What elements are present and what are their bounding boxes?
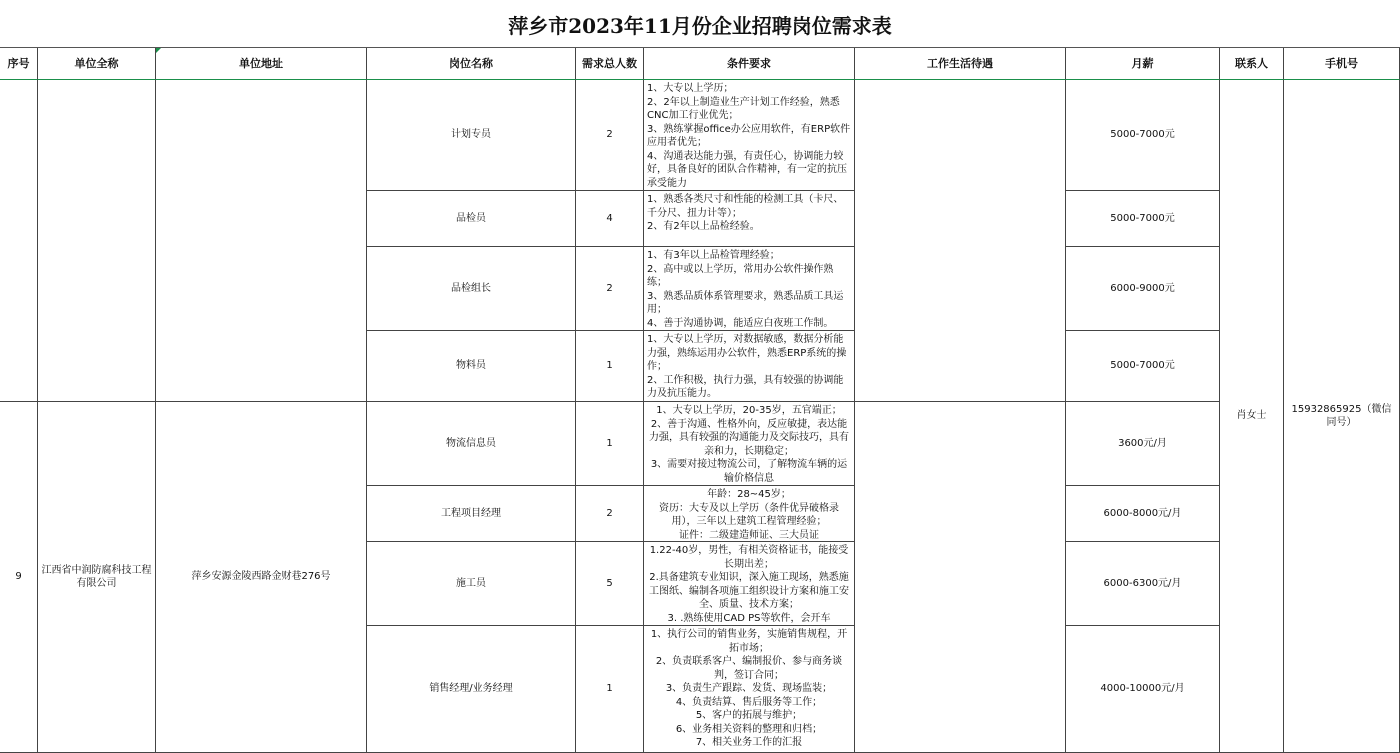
group1-company-cell[interactable] xyxy=(38,80,156,402)
row5-count-cell[interactable]: 2 xyxy=(576,486,644,542)
header-requirements[interactable]: 条件要求 xyxy=(644,48,855,80)
row2-requirements-cell[interactable]: 1、有3年以上品检管理经验； 2、高中或以上学历，常用办公软件操作熟练； 3、熟悉品质体系管理要求，熟悉品质工具运用； 4、善于沟通协调，能适应白夜班工作制。 xyxy=(644,247,855,331)
row0-position-cell[interactable]: 计划专员 xyxy=(367,80,576,191)
group1-address-cell[interactable] xyxy=(156,80,367,402)
header-address[interactable]: 单位地址 xyxy=(156,48,367,80)
row3-count-cell[interactable]: 1 xyxy=(576,331,644,402)
row1-count-cell[interactable]: 4 xyxy=(576,191,644,247)
header-count[interactable]: 需求总人数 xyxy=(576,48,644,80)
row2-count-cell[interactable]: 2 xyxy=(576,247,644,331)
row6-requirements-cell[interactable]: 1.22-40岁，男性，有相关资格证书，能接受长期出差； 2.具备建筑专业知识，深入施工现场，熟悉施工图纸、编制各项施工组织设计方案和施工安全、质量、技术方案； 3. .熟练使用CAD PS等软件，会开车 xyxy=(644,542,855,626)
header-company[interactable]: 单位全称 xyxy=(38,48,156,80)
header-contact[interactable]: 联系人 xyxy=(1220,48,1284,80)
row6-position-cell[interactable]: 施工员 xyxy=(367,542,576,626)
row0-requirements-cell[interactable]: 1、大专以上学历； 2、2年以上制造业生产计划工作经验，熟悉CNC加工行业优先； 3、熟练掌握office办公应用软件，有ERP软件应用者优先； 4、沟通表达能力强，有责任心，协调能力较好，具备良好的团队合作精神，有一定的抗压承受能力 xyxy=(644,80,855,191)
header-salary[interactable]: 月薪 xyxy=(1066,48,1220,80)
row6-count-cell[interactable]: 5 xyxy=(576,542,644,626)
row5-salary-cell[interactable]: 6000-8000元/月 xyxy=(1066,486,1220,542)
group2-seq-cell[interactable]: 9 xyxy=(0,402,38,753)
row2-position-cell[interactable]: 品检组长 xyxy=(367,247,576,331)
row1-requirements-cell[interactable]: 1、熟悉各类尺寸和性能的检测工具（卡尺、千分尺、扭力计等）； 2、有2年以上品检经验。 xyxy=(644,191,855,247)
header-seq[interactable]: 序号 xyxy=(0,48,38,80)
row1-position-cell[interactable]: 品检员 xyxy=(367,191,576,247)
row4-position-cell[interactable]: 物流信息员 xyxy=(367,402,576,486)
group2-benefits-cell[interactable] xyxy=(855,402,1066,753)
group1-seq-cell[interactable] xyxy=(0,80,38,402)
title-row xyxy=(0,0,1400,48)
row7-count-cell[interactable]: 1 xyxy=(576,626,644,753)
row3-requirements-cell[interactable]: 1、大专以上学历，对数据敏感，数据分析能力强，熟练运用办公软件，熟悉ERP系统的操作； 2、工作积极，执行力强，具有较强的协调能力及抗压能力。 xyxy=(644,331,855,402)
row0-salary-cell[interactable]: 5000-7000元 xyxy=(1066,80,1220,191)
row7-position-cell[interactable]: 销售经理/业务经理 xyxy=(367,626,576,753)
group2-address-cell[interactable]: 萍乡安源金陵西路金财巷276号 xyxy=(156,402,367,753)
header-position[interactable]: 岗位名称 xyxy=(367,48,576,80)
header-phone[interactable]: 手机号 xyxy=(1284,48,1400,80)
row3-position-cell[interactable]: 物料员 xyxy=(367,331,576,402)
row7-salary-cell[interactable]: 4000-10000元/月 xyxy=(1066,626,1220,753)
row3-salary-cell[interactable]: 5000-7000元 xyxy=(1066,331,1220,402)
phone-cell[interactable]: 15932865925（微信同号） xyxy=(1284,80,1400,753)
row4-count-cell[interactable]: 1 xyxy=(576,402,644,486)
row4-salary-cell[interactable]: 3600元/月 xyxy=(1066,402,1220,486)
header-benefits[interactable]: 工作生活待遇 xyxy=(855,48,1066,80)
contact-cell[interactable]: 肖女士 xyxy=(1220,80,1284,753)
row0-count-cell[interactable]: 2 xyxy=(576,80,644,191)
comment-marker-icon xyxy=(156,48,161,53)
row5-requirements-cell[interactable]: 年龄：28~45岁； 资历：大专及以上学历（条件优异破格录用），三年以上建筑工程管理经验； 证件：二级建造师证、三大员证 xyxy=(644,486,855,542)
row7-requirements-cell[interactable]: 1、执行公司的销售业务，实施销售规程，开拓市场； 2、负责联系客户、编制报价、参与商务谈判，签订合同； 3、负责生产跟踪、发货、现场监装； 4、负责结算、售后服务等工作； 5、客户的拓展与维护； 6、业务相关资料的整理和归档； 7、相关业务工作的汇报 xyxy=(644,626,855,753)
group2-company-cell[interactable]: 江西省中润防腐科技工程有限公司 xyxy=(38,402,156,753)
row6-salary-cell[interactable]: 6000-6300元/月 xyxy=(1066,542,1220,626)
row1-salary-cell[interactable]: 5000-7000元 xyxy=(1066,191,1220,247)
page-title: 萍乡市2023年11月份企业招聘岗位需求表 xyxy=(508,14,892,38)
row5-position-cell[interactable]: 工程项目经理 xyxy=(367,486,576,542)
row4-requirements-cell[interactable]: 1、大专以上学历，20-35岁，五官端正； 2、善于沟通、性格外向，反应敏捷，表达能力强，具有较强的沟通能力及交际技巧，具有亲和力，长期稳定； 3、需要对接过物流公司，了解物流车辆的运输价格信息 xyxy=(644,402,855,486)
group1-benefits-cell[interactable] xyxy=(855,80,1066,402)
row2-salary-cell[interactable]: 6000-9000元 xyxy=(1066,247,1220,331)
